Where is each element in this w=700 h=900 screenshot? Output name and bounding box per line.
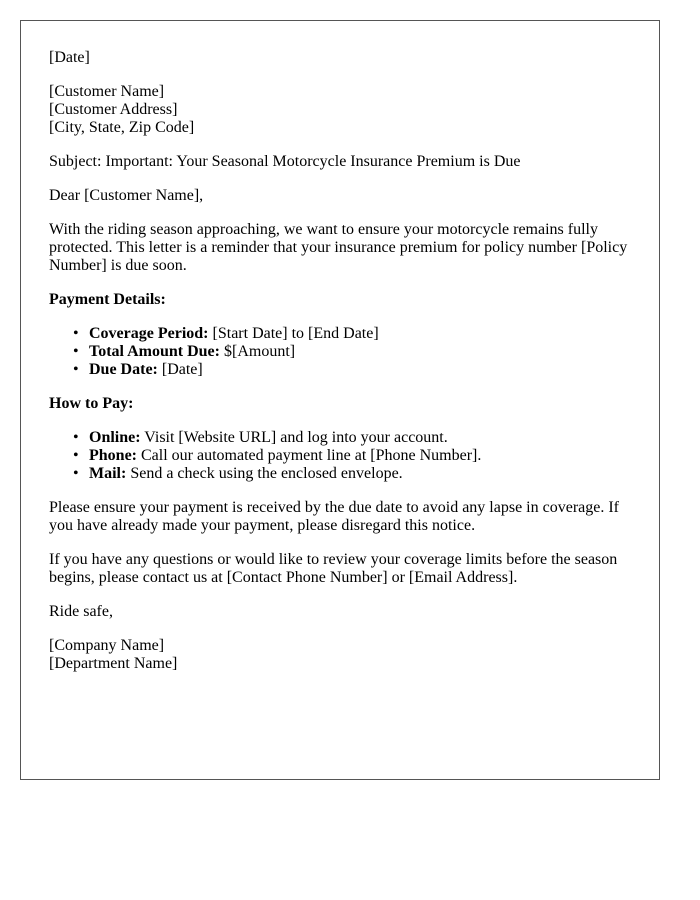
recipient-city: [City, State, Zip Code] — [49, 119, 195, 136]
payment-details-list — [49, 325, 631, 379]
letter-page — [20, 20, 660, 780]
letter-subject: Subject: Important: Your Seasonal Motorcycle Insurance Premium is Due — [49, 153, 521, 170]
bullet-icon: • — [73, 361, 79, 378]
item-value: $[Amount] — [219, 343, 296, 360]
signature-block — [49, 637, 631, 673]
bullet-icon: • — [73, 429, 79, 446]
list-item — [73, 429, 631, 447]
signature-department: [Department Name] — [49, 655, 178, 672]
questions-paragraph: If you have any questions or would like to review your coverage limits before the season begins, please contact us at [Contact Phone Number] or [Email Address]. — [49, 551, 618, 586]
bullet-icon: • — [73, 465, 79, 482]
letter-salutation: Dear [Customer Name], — [49, 187, 204, 204]
letter-date: [Date] — [49, 49, 90, 66]
item-label: Online: — [89, 429, 141, 446]
how-to-pay-heading: How to Pay: — [49, 395, 134, 412]
item-label: Due Date: — [89, 361, 158, 378]
recipient-address — [49, 83, 631, 137]
item-value: [Date] — [157, 361, 203, 378]
item-value: Send a check using the enclosed envelope. — [126, 465, 403, 482]
list-item — [73, 361, 631, 379]
item-value: Visit [Website URL] and log into your account. — [140, 429, 448, 446]
letter-closing: Ride safe, — [49, 603, 113, 620]
signature-company: [Company Name] — [49, 637, 165, 654]
how-to-pay-list — [49, 429, 631, 483]
recipient-street: [Customer Address] — [49, 101, 178, 118]
item-value: Call our automated payment line at [Phone Number]. — [137, 447, 482, 464]
intro-paragraph: With the riding season approaching, we want to ensure your motorcycle remains fully protected. This letter is a reminder that your insurance premium for policy number [Policy Number] is due soon. — [49, 221, 628, 274]
list-item — [73, 325, 631, 343]
item-label: Coverage Period: — [89, 325, 209, 342]
reminder-paragraph: Please ensure your payment is received by the due date to avoid any lapse in coverage. If you have already made your payment, please disregard this notice. — [49, 499, 620, 534]
list-item — [73, 343, 631, 361]
list-item — [73, 465, 631, 483]
item-label: Mail: — [89, 465, 127, 482]
item-label: Phone: — [89, 447, 137, 464]
payment-details-heading: Payment Details: — [49, 291, 166, 308]
bullet-icon: • — [73, 447, 79, 464]
bullet-icon: • — [73, 325, 79, 342]
recipient-name: [Customer Name] — [49, 83, 165, 100]
list-item — [73, 447, 631, 465]
item-label: Total Amount Due: — [89, 343, 220, 360]
item-value: [Start Date] to [End Date] — [208, 325, 379, 342]
bullet-icon: • — [73, 343, 79, 360]
